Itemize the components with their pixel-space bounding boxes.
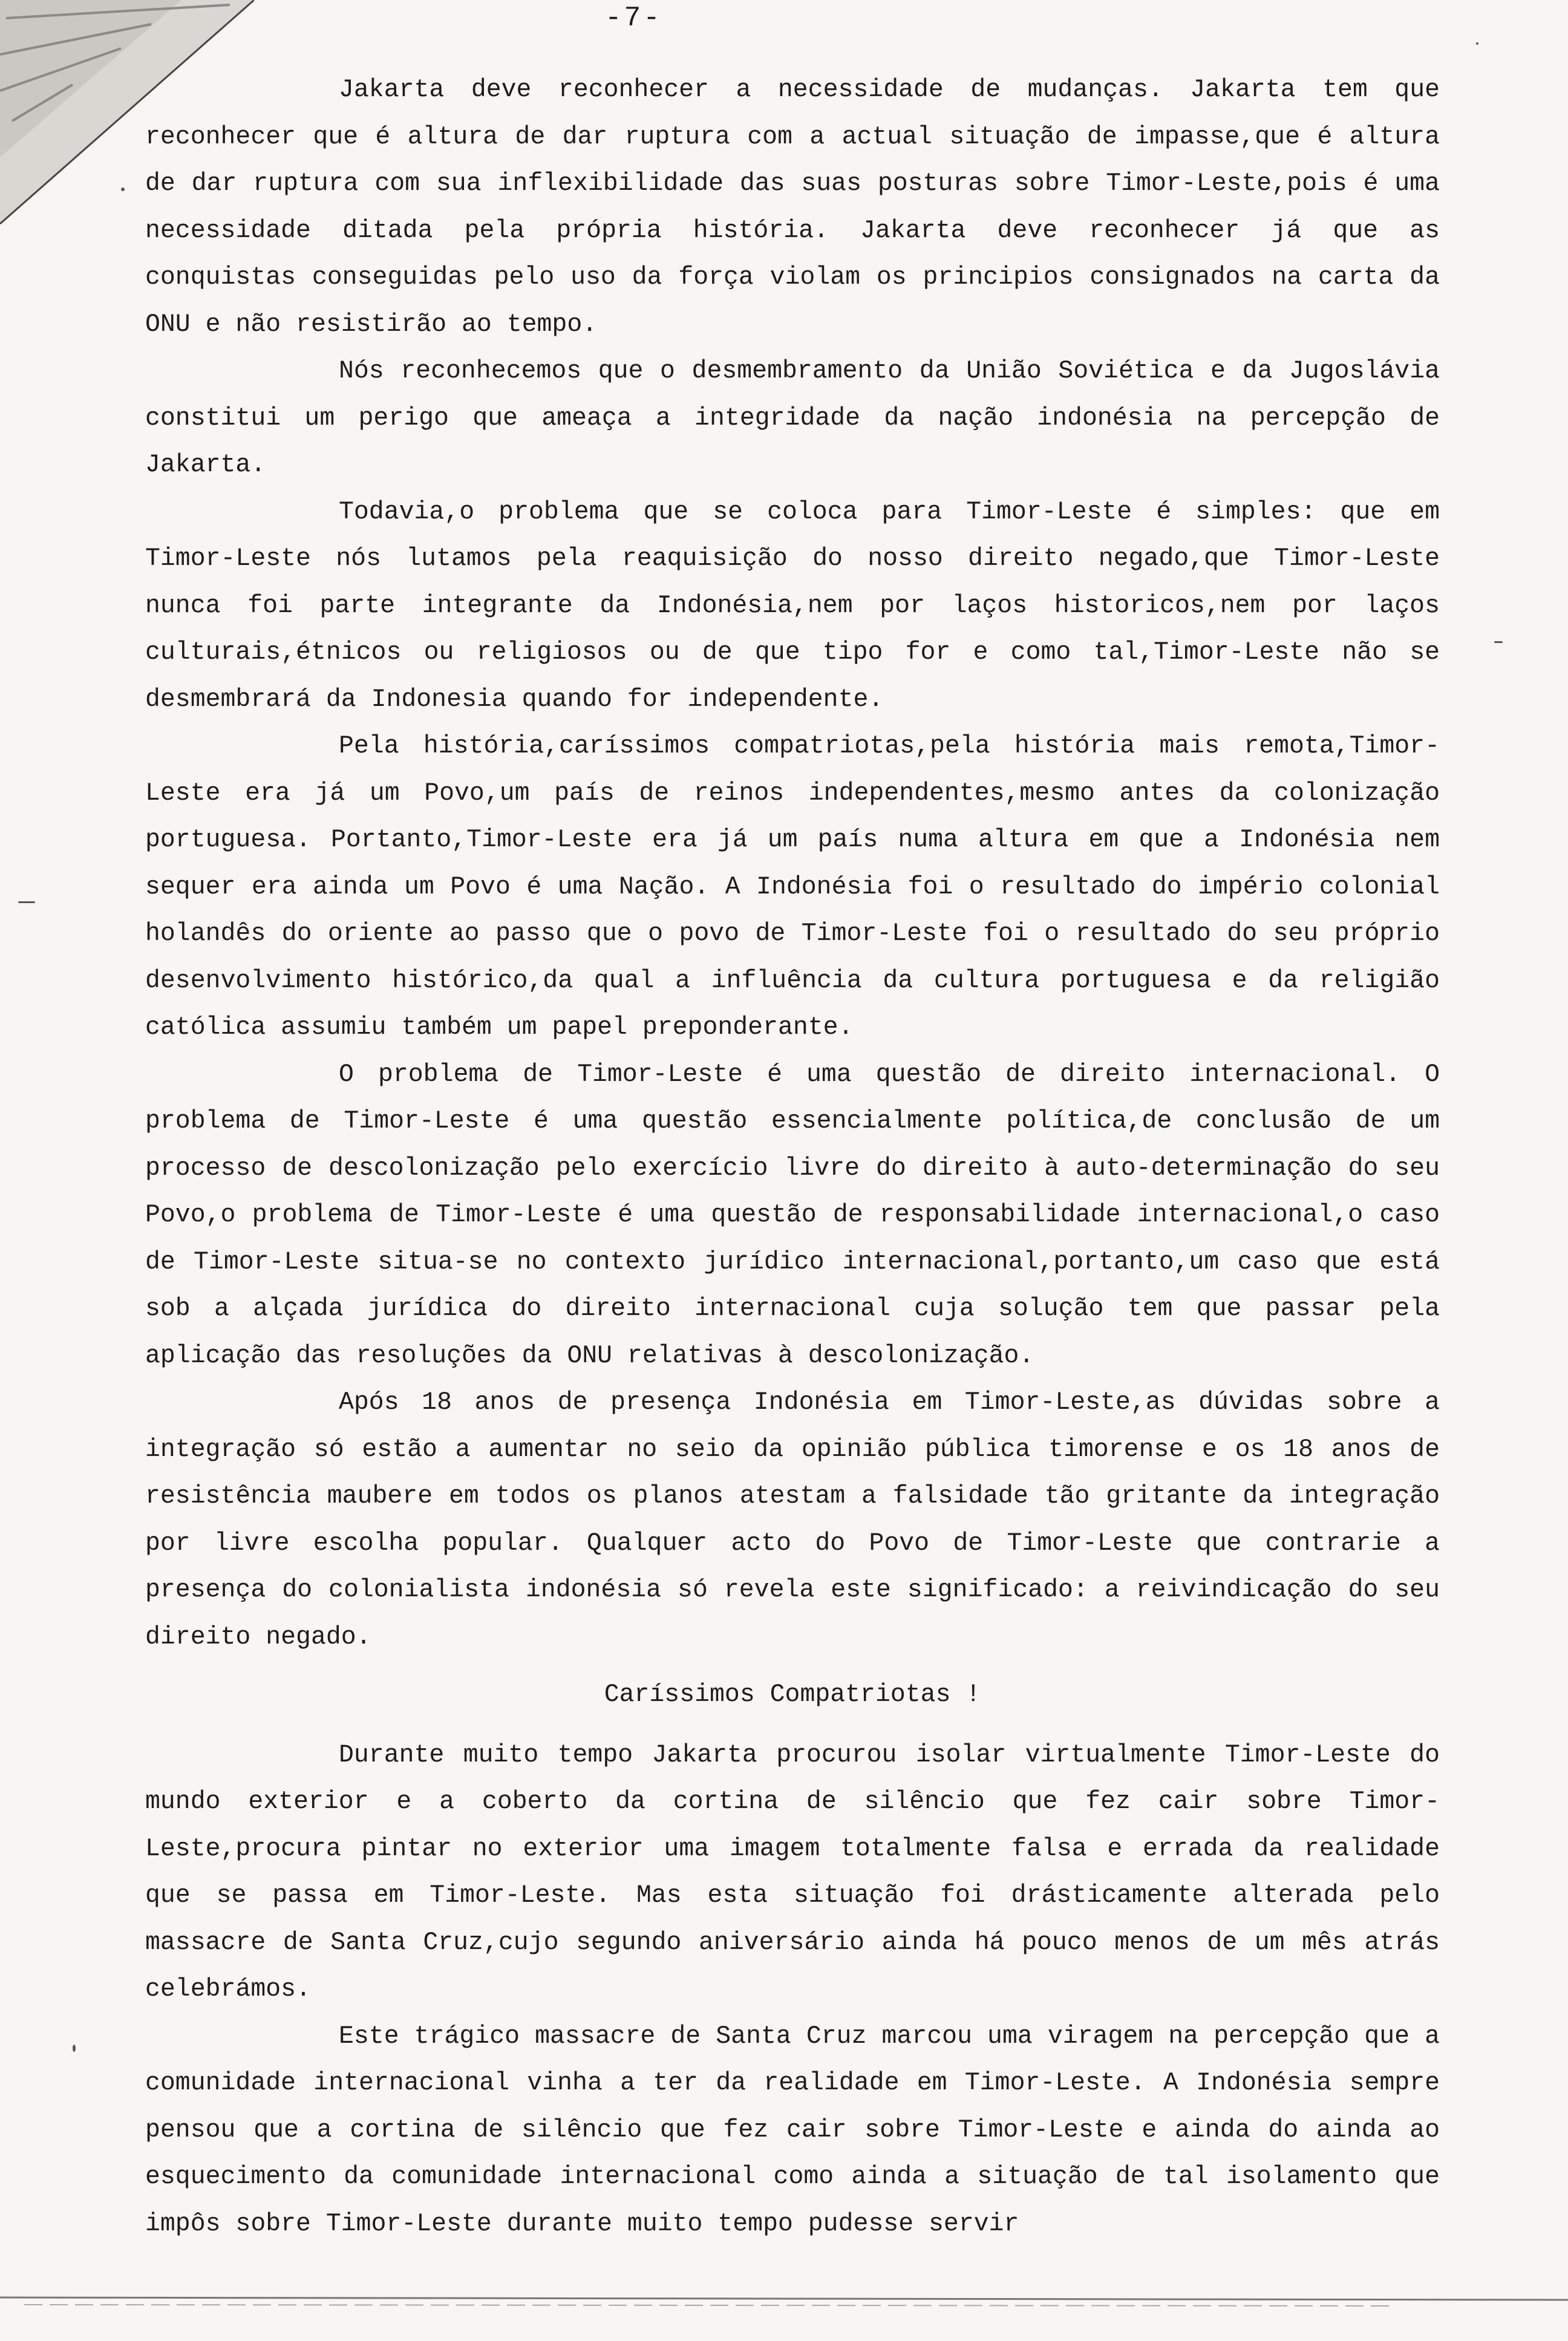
paragraph-massacre-santa-cruz: Este trágico massacre de Santa Cruz marcou uma viragem na percepção que a comunidade internacional vinha a ter da realidade em Timor-Leste. A Indonésia sempre pensou que a cortina de silêncio que fez cair sobre Timor-Leste e ainda do ainda ao esquecimento da comunidade internacional como ainda a situação de tal isolamento que impôs sobre Timor-Leste durante muito tempo pudesse servir: [145, 2022, 1440, 2238]
scan-speck: [73, 2045, 76, 2052]
page-number: -7-: [605, 2, 662, 34]
letter-body: [145, 67, 1440, 2247]
scan-speck: [121, 188, 125, 191]
scan-speck: [1476, 42, 1478, 45]
paragraph-todavia: Todavia,o problema que se coloca para Timor-Leste é simples: que em Timor-Leste nós lutamos pela reaquisição do nosso direito negado,que Timor-Leste nunca foi parte integrante da Indonésia,nem por laços historicos,nem por laços culturais,étnicos ou religiosos ou de que tipo for e como tal,Timor-Leste não se desmembrará da Indonesia quando for independente.: [145, 497, 1440, 714]
scan-speck: [1494, 641, 1503, 643]
scan-bottom-edge: [0, 2293, 1568, 2311]
scan-speck: [18, 901, 35, 903]
section-heading: Caríssimos Compatriotas !: [604, 1680, 981, 1709]
paragraph-desmembramento: Nós reconhecemos que o desmembramento da União Soviética e da Jugoslávia constitui um perigo que ameaça a integridade da nação indonésia na percepção de Jakarta.: [145, 357, 1440, 479]
paragraph-apos-18-anos: Após 18 anos de presença Indonésia em Timor-Leste,as dúvidas sobre a integração só estão a aumentar no seio da opinião pública timorense e os 18 anos de resistência maubere em todos os planos atestam a falsidade tão gritante da integração por livre escolha popular. Qualquer acto do Povo de Timor-Leste que contrarie a presença do colonialista indonésia só revela este significado: a reivindicação do seu direito negado.: [145, 1388, 1440, 1651]
paragraph-pela-historia: Pela história,caríssimos compatriotas,pela história mais remota,Timor-Leste era já um Povo,um país de reinos independentes,mesmo antes da colonização portuguesa. Portanto,Timor-Leste era já um país numa altura em que a Indonésia nem sequer era ainda um Povo é uma Nação. A Indonésia foi o resultado do império colonial holandês do oriente ao passo que o povo de Timor-Leste foi o resultado do seu próprio desenvolvimento histórico,da qual a influência da cultura portuguesa e da religião católica assumiu também um papel preponderante.: [145, 732, 1440, 1042]
paragraph-jakarta-mudancas: Jakarta deve reconhecer a necessidade de mudanças. Jakarta tem que reconhecer que é altura de dar ruptura com a actual situação de impasse,que é altura de dar ruptura com sua inflexibilidade das suas posturas sobre Timor-Leste,pois é uma necessidade ditada pela própria história. Jakarta deve reconhecer já que as conquistas conseguidas pelo uso da força violam os principios consignados na carta da ONU e não resistirão ao tempo.: [145, 76, 1440, 339]
paragraph-durante-muito-tempo: Durante muito tempo Jakarta procurou isolar virtualmente Timor-Leste do mundo exterior e a coberto da cortina de silêncio que fez cair sobre Timor-Leste,procura pintar no exterior uma imagem totalmente falsa e errada da realidade que se passa em Timor-Leste. Mas esta situação foi drásticamente alterada pelo massacre de Santa Cruz,cujo segundo aniversário ainda há pouco menos de um mês atrás celebrámos.: [145, 1740, 1440, 2003]
paragraph-direito-internacional: O problema de Timor-Leste é uma questão de direito internacional. O problema de Timor-Leste é uma questão essencialmente política,de conclusão de um processo de descolonização pelo exercício livre do direito à auto-determinação do seu Povo,o problema de Timor-Leste é uma questão de responsabilidade internacional,o caso de Timor-Leste situa-se no contexto jurídico internacional,portanto,um caso que está sob a alçada jurídica do direito internacional cuja solução tem que passar pela aplicação das resoluções da ONU relativas à descolonização.: [145, 1060, 1440, 1370]
